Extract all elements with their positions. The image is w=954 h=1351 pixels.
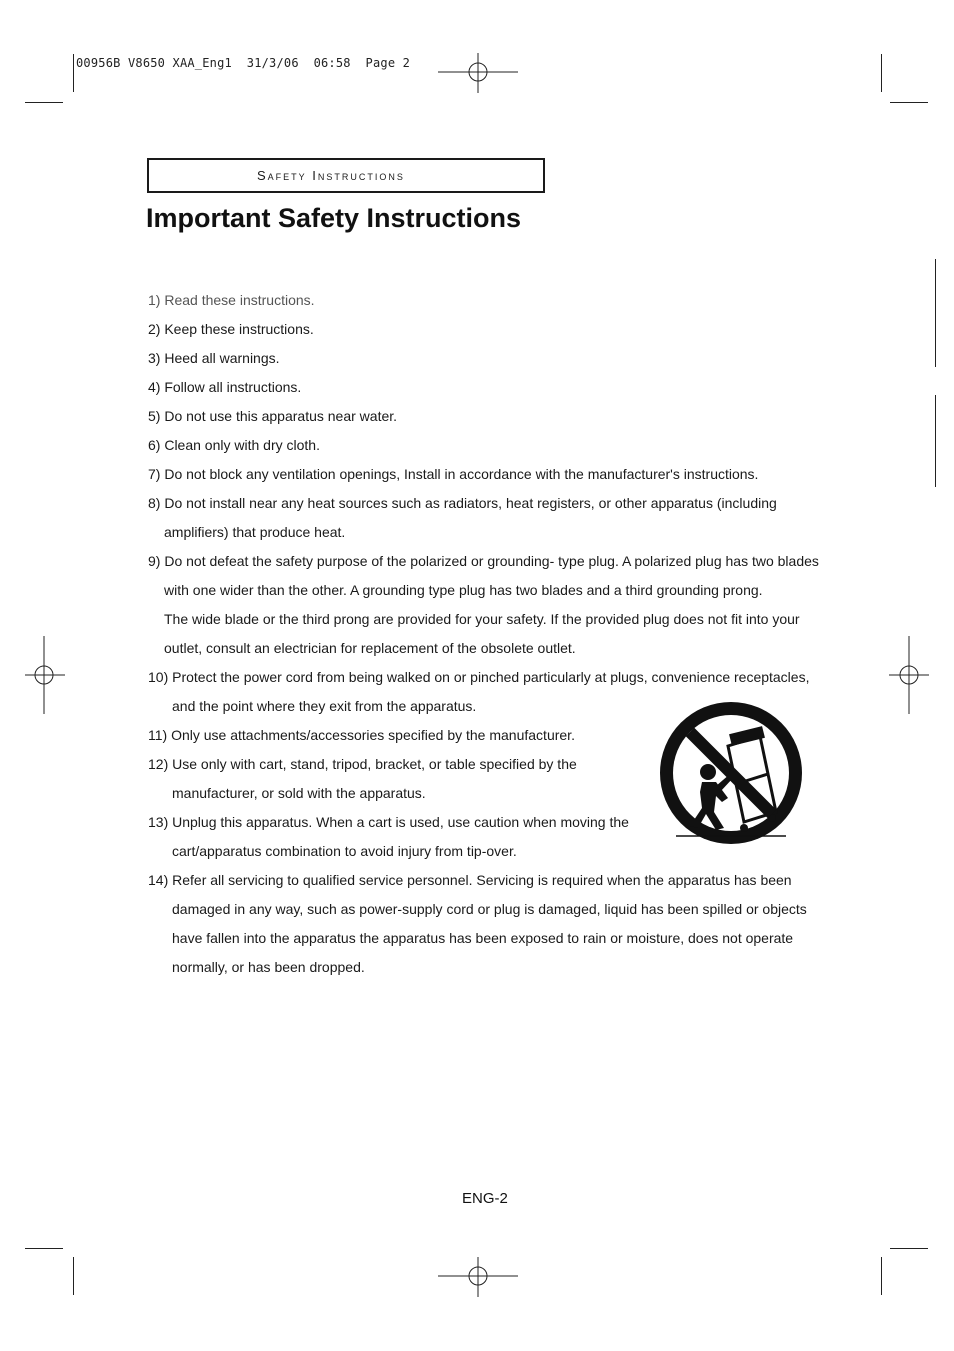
instruction-line: 1) Read these instructions.	[148, 292, 315, 308]
instruction-line: 5) Do not use this apparatus near water.	[148, 408, 398, 424]
instruction-line: 14) Refer all servicing to qualified service personnel. Servicing is required when the apparatus has been	[148, 872, 792, 888]
crop-mark-top-right-vertical	[881, 54, 882, 92]
instruction-line: 10) Protect the power cord from being walked on or pinched particularly at plugs, convenience receptacles,	[148, 669, 810, 685]
list-item	[148, 866, 828, 982]
list-item	[148, 489, 828, 547]
crop-mark-bottom-right-horizontal	[890, 1248, 928, 1249]
list-item	[148, 547, 828, 663]
page-number: ENG-2	[462, 1190, 508, 1207]
instruction-line: 6) Clean only with dry cloth.	[148, 437, 320, 453]
list-item	[148, 373, 828, 402]
instruction-line: normally, or has been dropped.	[172, 959, 365, 975]
instruction-line: 7) Do not block any ventilation openings, Install in accordance with the manufacturer's instructions.	[148, 466, 759, 482]
registration-mark-icon	[25, 636, 65, 714]
list-item	[148, 431, 828, 460]
instruction-line: The wide blade or the third prong are provided for your safety. If the provided plug does not fit into your	[164, 611, 800, 627]
list-item	[148, 286, 828, 315]
instruction-line: 13) Unplug this apparatus. When a cart is used, use caution when moving the	[148, 814, 629, 830]
instruction-line: 2) Keep these instructions.	[148, 321, 314, 337]
page-title: Important Safety Instructions	[146, 203, 522, 233]
instruction-line: outlet, consult an electrician for replacement of the obsolete outlet.	[164, 640, 576, 656]
instruction-line: with one wider than the other. A grounding type plug has two blades and a third grounding prong.	[164, 582, 763, 598]
instruction-line: 8) Do not install near any heat sources such as radiators, heat registers, or other apparatus (including	[148, 495, 777, 511]
instruction-line: 4) Follow all instructions.	[148, 379, 302, 395]
instruction-line: 9) Do not defeat the safety purpose of the polarized or grounding- type plug. A polarized plug has two blades	[148, 553, 819, 569]
crop-mark-bottom-right-vertical	[881, 1257, 882, 1295]
side-mark-right-lower	[935, 395, 936, 487]
instruction-line: cart/apparatus combination to avoid injury from tip-over.	[172, 843, 517, 859]
instruction-line: and the point where they exit from the apparatus.	[172, 698, 477, 714]
list-item	[148, 402, 828, 431]
instruction-line: 12) Use only with cart, stand, tripod, bracket, or table specified by the	[148, 756, 577, 772]
section-label: Safety Instructions	[257, 168, 405, 183]
crop-mark-bottom-left-vertical	[73, 1257, 74, 1295]
instruction-line: damaged in any way, such as power-supply cord or plug is damaged, liquid has been spilled or objects	[172, 901, 807, 917]
cart-tip-over-warning-icon	[658, 700, 804, 846]
list-item	[148, 344, 828, 373]
instruction-line: 3) Heed all warnings.	[148, 350, 280, 366]
list-item	[148, 460, 828, 489]
instruction-line: 11) Only use attachments/accessories specified by the manufacturer.	[148, 727, 575, 743]
list-item	[148, 315, 828, 344]
instruction-line: manufacturer, or sold with the apparatus.	[172, 785, 426, 801]
crop-mark-top-left-horizontal	[25, 102, 63, 103]
side-mark-right-upper	[935, 259, 936, 367]
print-slug: 00956B V8650 XAA_Eng1 31/3/06 06:58 Page 2	[76, 56, 411, 70]
registration-mark-icon	[438, 1257, 518, 1297]
crop-mark-top-left-vertical	[73, 54, 74, 92]
crop-mark-top-right-horizontal	[890, 102, 928, 103]
crop-mark-bottom-left-horizontal	[25, 1248, 63, 1249]
instruction-line: have fallen into the apparatus the apparatus has been exposed to rain or moisture, does not operate	[172, 930, 794, 946]
instruction-line: amplifiers) that produce heat.	[164, 524, 346, 540]
registration-mark-icon	[889, 636, 929, 714]
section-header	[147, 158, 545, 193]
instruction-list	[148, 286, 828, 982]
registration-mark-icon	[438, 53, 518, 93]
